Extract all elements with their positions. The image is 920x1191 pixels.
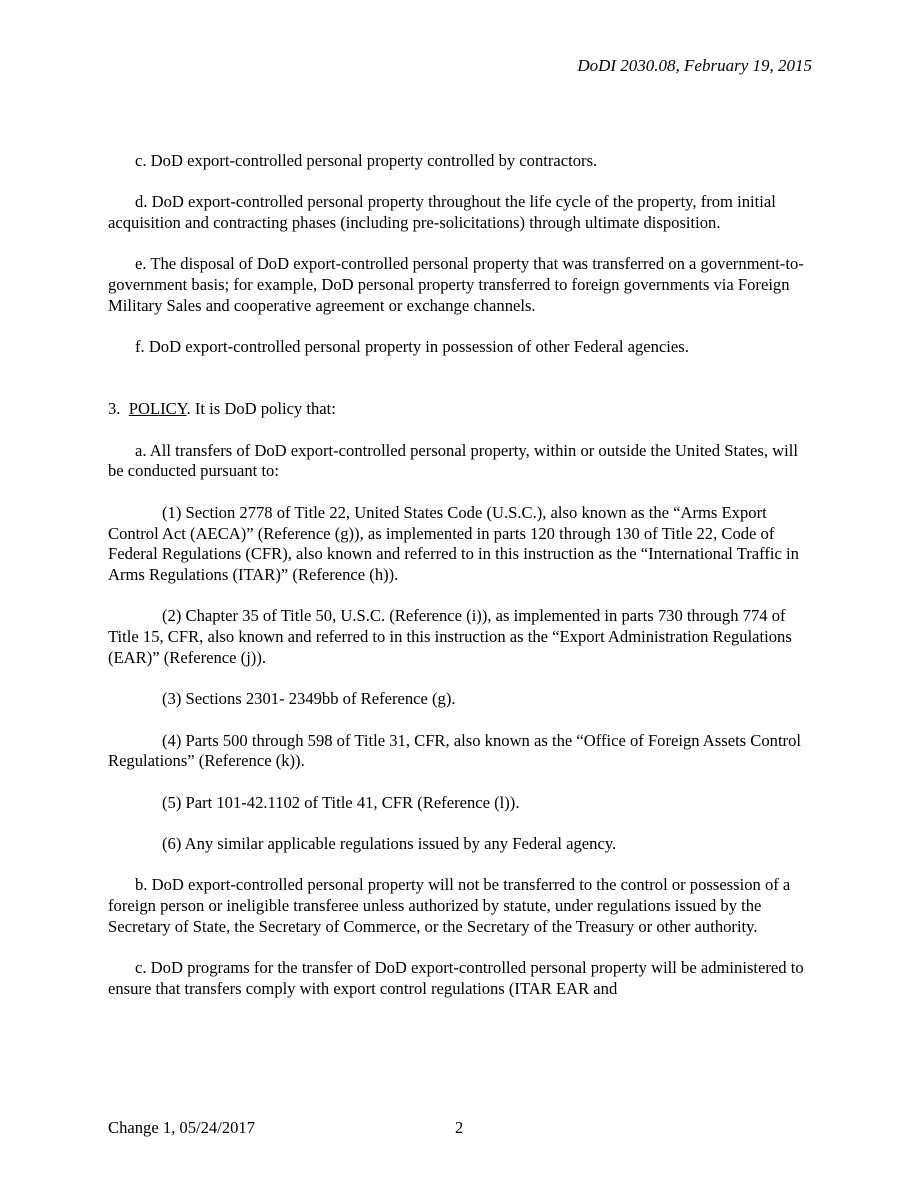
paragraph-2c: c. DoD export-controlled personal property controlled by contractors.	[135, 151, 598, 170]
body-text	[108, 151, 813, 1020]
page-number: 2	[455, 1118, 464, 1137]
paragraph-3c: c. DoD programs for the transfer of DoD export-controlled personal property will be administered to ensure that transfers comply with export control regulations (ITAR EAR and	[108, 958, 804, 998]
running-header: DoDI 2030.08, February 19, 2015	[577, 56, 812, 75]
footer-change-note: Change 1, 05/24/2017	[108, 1118, 256, 1137]
section-lead: . It is DoD policy that:	[186, 399, 336, 419]
section-number: 3.	[108, 399, 121, 419]
paragraph-3a-2: (2) Chapter 35 of Title 50, U.S.C. (Reference (i)), as implemented in parts 730 through 774 of Title 15, CFR, also known and referred to in this instruction as the “Export Administration Regulations (EAR)” (Reference (j)).	[108, 606, 792, 667]
paragraph-2e: e. The disposal of DoD export-controlled personal property that was transferred on a government-to-government basis; for example, DoD personal property transferred to foreign governments via Foreign Military Sales and cooperative agreement or exchange channels.	[108, 254, 804, 315]
section-heading-policy	[108, 399, 813, 420]
section-title: POLICY	[128, 399, 187, 419]
paragraph-3a-6: (6) Any similar applicable regulations issued by any Federal agency.	[162, 834, 617, 854]
paragraph-3b: b. DoD export-controlled personal property will not be transferred to the control or possession of a foreign person or ineligible transferee unless authorized by statute, under regulations issued by the Secretary of State, the Secretary of Commerce, or the Secretary of the Treasury or other authority.	[108, 875, 791, 936]
paragraph-2d: d. DoD export-controlled personal property throughout the life cycle of the property, from initial acquisition and contracting phases (including pre-solicitations) through ultimate disposition.	[108, 192, 776, 233]
paragraph-3a-3: (3) Sections 2301- 2349bb of Reference (g).	[162, 689, 456, 709]
paragraph-2f: f. DoD export-controlled personal property in possession of other Federal agencies.	[135, 337, 689, 357]
paragraph-3a-5: (5) Part 101-42.1102 of Title 41, CFR (Reference (l)).	[162, 792, 520, 812]
paragraph-3a-1: (1) Section 2778 of Title 22, United States Code (U.S.C.), also known as the “Arms Export Control Act (AECA)” (Reference (g)), as implemented in parts 120 through 130 of Title 22, Code of Federal Regulations (CFR), also known and referred to in this instruction as the “International Traffic in Arms Regulations (ITAR)” (Reference (h)).	[108, 502, 799, 584]
paragraph-3a-4: (4) Parts 500 through 598 of Title 31, CFR, also known as the “Office of Foreign Assets Control Regulations” (Reference (k)).	[108, 730, 801, 771]
paragraph-3a: a. All transfers of DoD export-controlled personal property, within or outside the United States, will be conducted pursuant to:	[108, 440, 798, 481]
